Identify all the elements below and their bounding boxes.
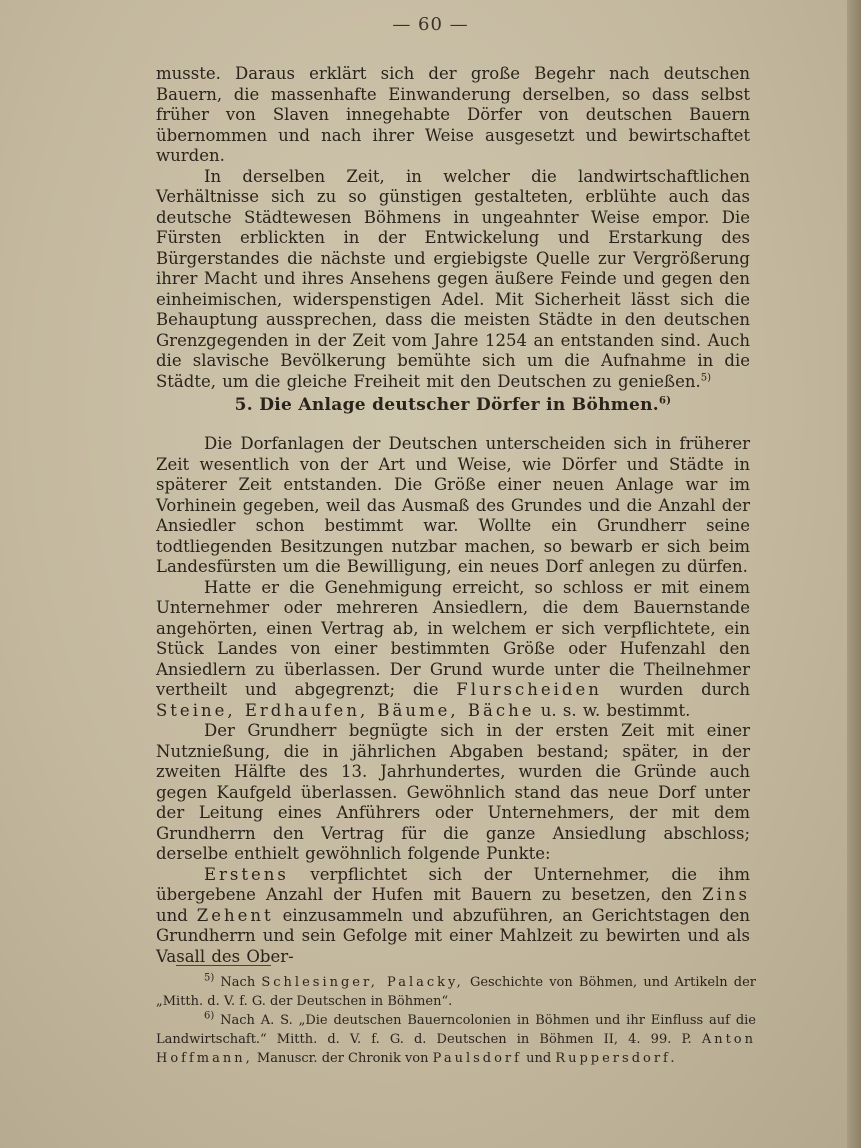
- spaced-term: Ruppersdorf.: [555, 1051, 678, 1066]
- footnote-mark: 6): [204, 1010, 215, 1022]
- paragraph-text: Hatte er die Genehmigung erreicht, so schloss er mit einem Unternehmer oder mehreren Ansiedlern, die dem Bauernstande angehörten, einen Vertrag ab, in welchem er sich verpflichtete, ein Stück Landes von einer bestimmten Größe oder Hufenzahl den Ansiedlern zu überlassen. Der Grund wurde unter die Theilnehmer vertheilt und abgegrenzt; die: [156, 577, 750, 699]
- section-heading: [156, 395, 750, 415]
- paragraph-text: verpflichtet sich der Unternehmer, die ihm übergebene Anzahl der Hufen mit Bauern zu besetzen, den: [156, 864, 751, 904]
- main-text-block: [156, 434, 750, 967]
- spaced-term: Schlesinger, Palacky,: [261, 975, 464, 990]
- spaced-term: Zehent: [196, 905, 274, 925]
- spaced-term: Paulsdorf: [432, 1051, 522, 1066]
- paragraph: [156, 721, 750, 865]
- paragraph-text: In derselben Zeit, in welcher die landwirtschaftlichen Verhältnisse sich zu so günstigen gestalteten, erblühte auch das deutsche Städtewesen Böhmens in ungeahnter Weise empor. Die Fürsten erblickten in der Entwickelung und Erstarkung des Bürgerstandes die nächste und ergiebigste Quelle zur Vergrößerung ihrer Macht und ihres Ansehens gegen äußere Feinde und gegen den einheimischen, widerspenstigen Adel. Mit Sicherheit lässt sich die Behauptung aussprechen, dass die meisten Städte in den deutschen Grenzgegenden in der Zeit vom Jahre 1254 an entstanden sind. Auch die slavische Bevölkerung bemühte sich um die Aufnahme in die Städte, um die gleiche Freiheit mit den Deutschen zu genießen.: [156, 166, 750, 391]
- footnote-mark: 5): [204, 972, 215, 984]
- spaced-term: Steine, Erdhaufen, Bäume, Bäche: [156, 700, 535, 720]
- spaced-term: Anton Hoffmann,: [156, 1032, 756, 1066]
- footnote-divider: [176, 965, 271, 966]
- footnote-5: [156, 973, 756, 1011]
- footnote-6: [156, 1011, 756, 1068]
- footnotes: [156, 973, 756, 1068]
- paragraph-text: Die Dorfanlagen der Deutschen unterscheiden sich in früherer Zeit wesentlich von der Art und Weise, wie Dörfer und Städte in späterer Zeit entstanden. Die Größe einer neuen Anlage war im Vorhinein gegeben, weil das Ausmaß des Grundes und die Anzahl der Ansiedler schon bestimmt war. Wollte ein Grundherr seine todtliegenden Besitzungen nutzbar machen, so bewarb er sich beim Landesfürsten um die Bewilligung, ein neues Dorf anlegen zu dürfen.: [156, 434, 750, 576]
- paragraph-text: musste. Daraus erklärt sich der große Begehr nach deutschen Bauern, die massenhafte Einwanderung derselben, so dass selbst früher von Slaven innegehabte Dörfer von deutschen Bauern übernommen und nach ihrer Weise ausgesetzt und bewirtschaftet wurden.: [156, 64, 750, 165]
- spaced-term: Flurscheiden: [456, 680, 602, 699]
- spaced-term: Erstens: [204, 864, 289, 884]
- paragraph: [156, 578, 750, 722]
- paragraph: [156, 64, 750, 167]
- footnote-text: Nach A. S. „Die deutschen Bauerncolonien in Böhmen und ihr Einfluss auf die Landwirtschaft.“ Mitth. d. V. f. G. d. Deutschen in Böhmen II, 4. 99. P.: [156, 1013, 756, 1047]
- footnote-text: und: [526, 1051, 552, 1066]
- footnote-ref: 5): [700, 372, 711, 383]
- paragraph: [156, 434, 750, 578]
- paragraph: [156, 865, 750, 968]
- page-edge: [847, 0, 861, 1148]
- footnote-ref: 6): [659, 395, 672, 407]
- paragraph-text: wurden durch: [619, 680, 751, 699]
- paragraph-text: Der Grundherr begnügte sich in der ersten Zeit mit einer Nutznießung, die in jährlichen Abgaben bestand; später, in der zweiten Hälfte des 13. Jahrhundertes, wurden die Gründe auch gegen Kaufgeld überlassen. Gewöhnlich stand das neue Dorf unter der Leitung eines Anführers oder Unternehmers, der mit dem Grundherrn den Vertrag für die ganze Ansiedlung abschloss; derselbe enthielt gewöhnlich folgende Punkte:: [156, 721, 750, 863]
- footnote-text: Manuscr. der Chronik von: [256, 1051, 429, 1066]
- paragraph: [156, 167, 750, 393]
- section-heading-text: 5. Die Anlage deutscher Dörfer in Böhmen.: [234, 395, 660, 415]
- spaced-term: Zins: [702, 885, 751, 904]
- top-text-block: [156, 64, 750, 392]
- page-number: — 60 —: [392, 14, 469, 35]
- footnote-text: Geschichte von Böhmen, und Artikeln der „Mitth. d. V. f. G. der Deutschen in Böhmen“.: [156, 975, 756, 1009]
- paragraph-text: und: [156, 905, 188, 925]
- footnote-text: Nach: [220, 975, 256, 990]
- paragraph-text: einzusammeln und abzuführen, an Gerichtstagen den Grundherrn und sein Gefolge mit einer Mahlzeit zu bewirten und als Vasall des Ober-: [156, 905, 751, 966]
- paragraph-text: u. s. w. bestimmt.: [540, 700, 691, 720]
